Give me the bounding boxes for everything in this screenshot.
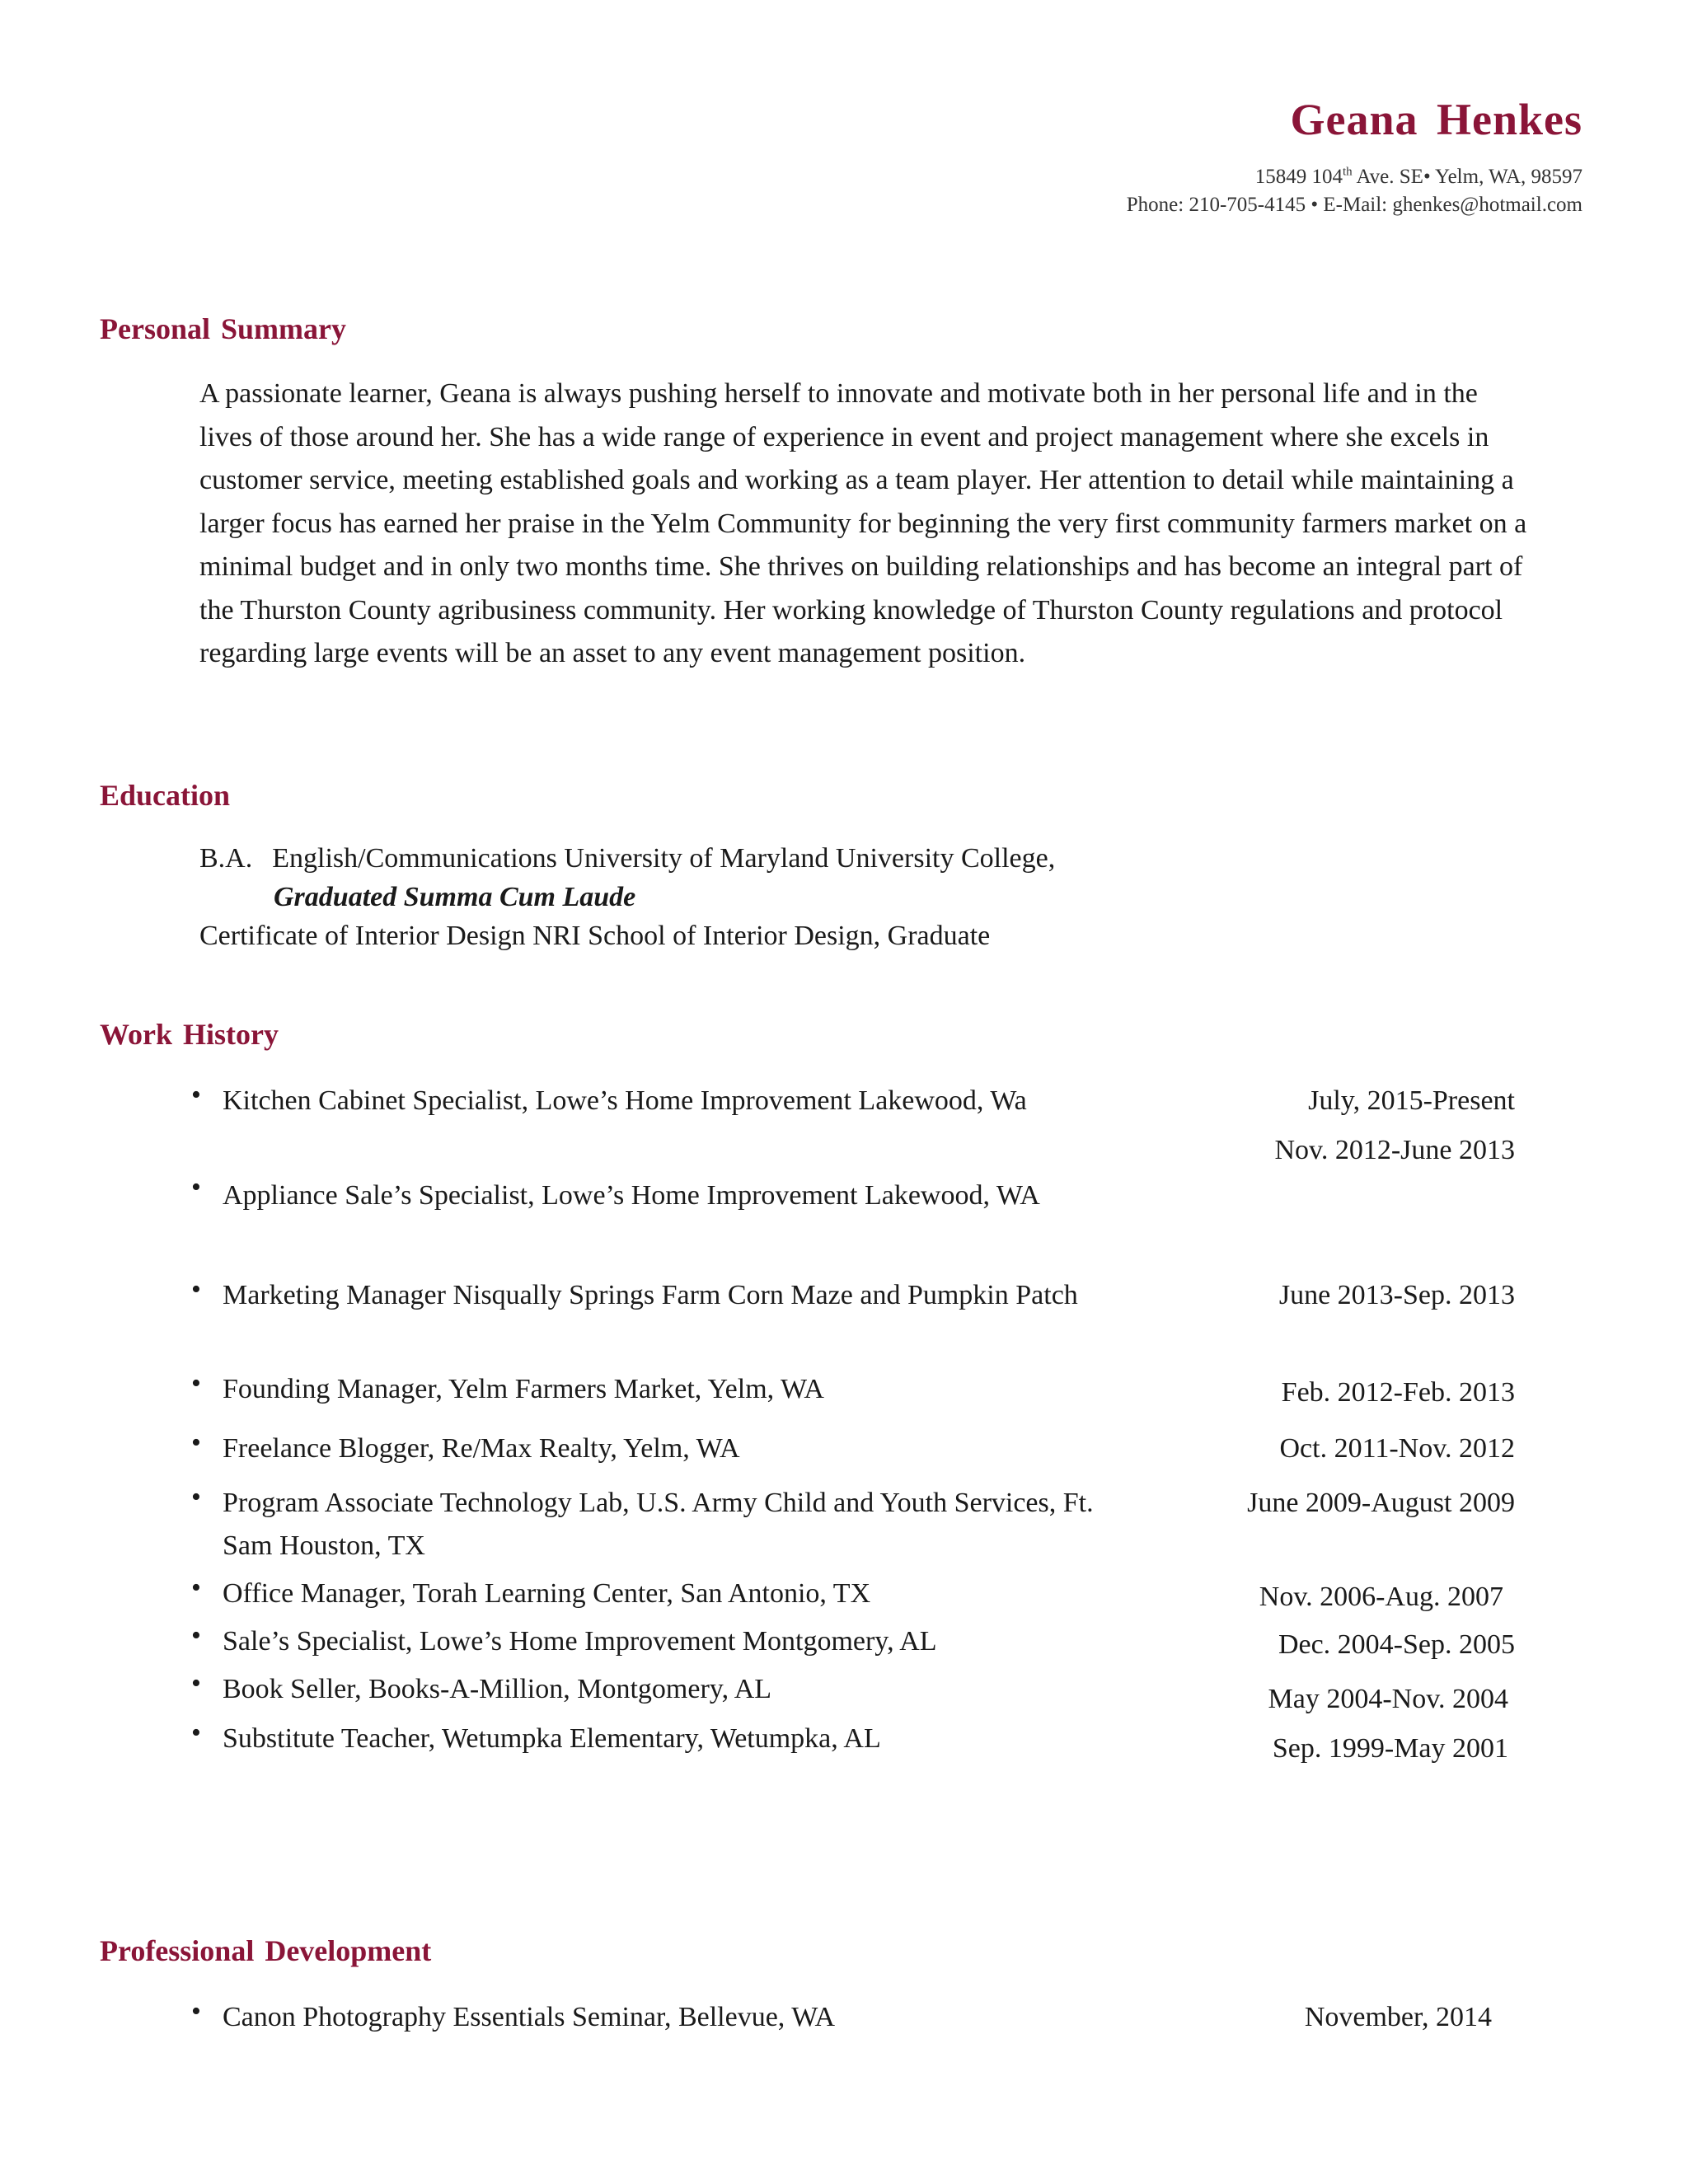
work-heading: Work History (100, 1018, 279, 1051)
degree-line (199, 839, 1055, 878)
bullet: • (191, 1718, 201, 1748)
work-role: Office Manager, Torah Learning Center, San Antonio, TX (223, 1578, 871, 1609)
address-suffix: th (1342, 165, 1353, 179)
bullet: • (191, 1620, 201, 1651)
bullet: • (191, 1668, 201, 1699)
degree-detail: English/Communications University of Maryland University College, (272, 843, 1056, 874)
bullet: • (191, 1572, 201, 1603)
bullet: • (191, 1080, 201, 1110)
address-line (1127, 163, 1582, 191)
degree-honor: Graduated Summa Cum Laude (274, 882, 636, 912)
prof-dates: November, 2014 (1304, 2002, 1492, 2032)
work-role: Book Seller, Books-A-Million, Montgomery, AL (223, 1674, 772, 1704)
certificate-line: Certificate of Interior Design NRI School of Interior Design, Graduate (199, 921, 991, 951)
work-dates: Oct. 2011-Nov. 2012 (1279, 1433, 1515, 1464)
professional-development-heading: Professional Development (100, 1934, 432, 1967)
bullet: • (191, 1996, 201, 2027)
work-role: Sale’s Specialist, Lowe’s Home Improvement Montgomery, AL (223, 1626, 937, 1657)
work-role: Kitchen Cabinet Specialist, Lowe’s Home Improvement Lakewood, Wa (223, 1085, 1027, 1116)
work-role: Freelance Blogger, Re/Max Realty, Yelm, WA (223, 1433, 740, 1464)
prof-role: Canon Photography Essentials Seminar, Bellevue, WA (223, 2002, 836, 2032)
work-dates: May 2004-Nov. 2004 (1268, 1684, 1508, 1714)
address-number: 15849 104 (1254, 166, 1343, 188)
work-dates: Dec. 2004-Sep. 2005 (1278, 1629, 1515, 1660)
bullet: • (191, 1368, 201, 1399)
summary-text: A passionate learner, Geana is always pushing herself to innovate and motivate both in her personal life and in the lives of those around her. She has a wide range of experience in event and project management where she excels in customer service, meeting established goals and working as a team player. Her attention to detail while maintaining a larger focus has earned her praise in the Yelm Community for beginning the very first community farmers market on a minimal budget and in only two months time. She thrives on building relationships and has become an integral part of the Thurston County agribusiness community. Her working knowledge of Thurston County regulations and protocol regarding large events will be an asset to any event management position. (199, 378, 1527, 668)
work-dates: Feb. 2012-Feb. 2013 (1281, 1377, 1515, 1408)
candidate-name: Geana Henkes (1290, 95, 1582, 144)
work-dates: Nov. 2012-June 2013 (1274, 1135, 1515, 1165)
work-role: Founding Manager, Yelm Farmers Market, Yelm, WA (223, 1374, 824, 1404)
summary-heading: Personal Summary (100, 312, 346, 345)
bullet: • (191, 1482, 201, 1512)
work-dates: July, 2015-Present (1308, 1085, 1515, 1116)
education-heading: Education (100, 779, 231, 812)
work-role: Program Associate Technology Lab, U.S. Army Child and Youth Services, Ft. Sam Houston, TX (223, 1488, 1094, 1561)
work-role: Substitute Teacher, Wetumpka Elementary, Wetumpka, AL (223, 1723, 881, 1754)
work-role: Appliance Sale’s Specialist, Lowe’s Home Improvement Lakewood, WA (223, 1180, 1040, 1211)
address-rest: Ave. SE• Yelm, WA, 98597 (1352, 166, 1582, 188)
work-dates: June 2009-August 2009 (1247, 1488, 1515, 1518)
resume-header (1127, 97, 1582, 219)
work-dates: Sep. 1999-May 2001 (1272, 1733, 1508, 1764)
degree-abbrev: B.A. (199, 843, 253, 874)
phone-email-line: Phone: 210-705-4145 • E-Mail: ghenkes@hotmail.com (1126, 194, 1582, 216)
bullet: • (191, 1274, 201, 1305)
work-dates: June 2013-Sep. 2013 (1278, 1280, 1515, 1310)
summary-body (199, 373, 1535, 676)
work-role: Marketing Manager Nisqually Springs Farm Corn Maze and Pumpkin Patch (223, 1280, 1078, 1310)
education-body (199, 839, 1055, 955)
bullet: • (191, 1427, 201, 1458)
bullet: • (191, 1172, 201, 1202)
work-dates: Nov. 2006-Aug. 2007 (1259, 1582, 1503, 1612)
